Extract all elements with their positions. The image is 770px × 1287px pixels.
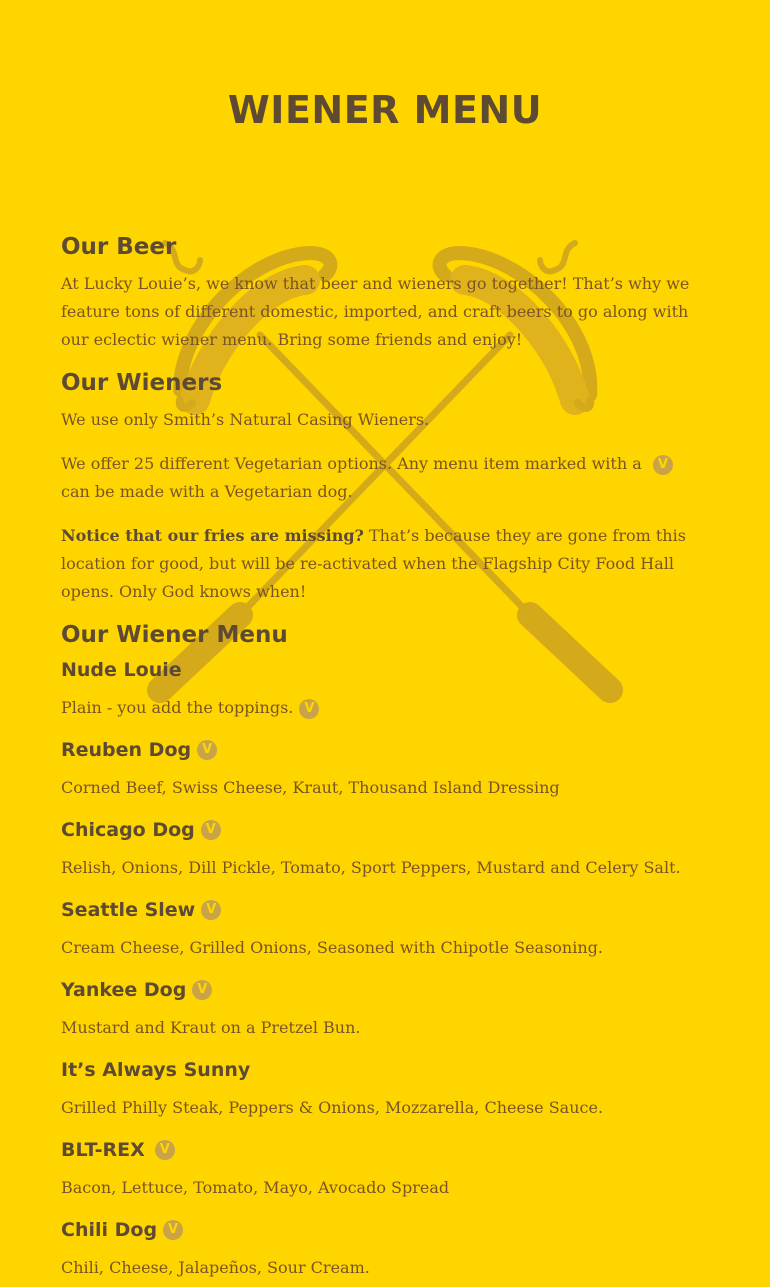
menu-item-name-text: Nude Louie	[61, 659, 182, 681]
vegetarian-badge-icon: V	[201, 820, 221, 840]
vegetarian-options-text	[61, 450, 711, 506]
menu-item-name-text: Chili Dog	[61, 1219, 158, 1241]
menu-item	[61, 736, 711, 802]
menu-item	[61, 1216, 711, 1282]
menu-item-name-text: Yankee Dog	[61, 979, 187, 1001]
vegetarian-badge-icon: V	[192, 980, 212, 1000]
vegetarian-badge-icon: V	[155, 1140, 175, 1160]
menu-item-description: Grilled Philly Steak, Peppers & Onions, Mozzarella, Cheese Sauce.	[61, 1098, 604, 1117]
menu-item-name-text: Chicago Dog	[61, 819, 195, 841]
menu-item-name	[61, 896, 711, 924]
vegetarian-badge-icon: V	[197, 740, 217, 760]
section-heading-menu: Our Wiener Menu	[61, 622, 288, 648]
wieners-casing-text: We use only Smith’s Natural Casing Wieners.	[61, 410, 430, 429]
menu-item-name	[61, 816, 711, 844]
fries-notice-bold: Notice that our fries are missing?	[61, 526, 364, 545]
page-title: WIENER MENU	[227, 88, 543, 132]
section-heading-wieners: Our Wieners	[61, 370, 223, 396]
menu-item-name	[61, 1056, 711, 1084]
vegetarian-text-before: We offer 25 different Vegetarian options. Any menu item marked with a	[61, 454, 642, 473]
menu-item-description: Bacon, Lettuce, Tomato, Mayo, Avocado Spread	[61, 1178, 450, 1197]
menu-item-description: Mustard and Kraut on a Pretzel Bun.	[61, 1018, 361, 1037]
menu-item-name	[61, 1216, 711, 1244]
menu-item-name-text: BLT-REX	[61, 1139, 145, 1161]
menu-item	[61, 1056, 711, 1122]
menu-item	[61, 656, 711, 722]
fries-notice-rest: That’s because they are gone from this location for good, but will be re-activated when the Flagship City Food Hall opens. Only God knows when!	[61, 526, 686, 601]
menu-item-description: Relish, Onions, Dill Pickle, Tomato, Sport Peppers, Mustard and Celery Salt.	[61, 858, 681, 877]
vegetarian-text-after: can be made with a Vegetarian dog.	[61, 482, 353, 501]
menu-item-name-text: It’s Always Sunny	[61, 1059, 251, 1081]
menu-item	[61, 976, 711, 1042]
vegetarian-badge-icon: V	[201, 900, 221, 920]
menu-content	[61, 230, 711, 1287]
menu-item-description	[61, 694, 711, 722]
beer-description: At Lucky Louie’s, we know that beer and wieners go together! That’s why we feature tons of different domestic, imported, and craft beers to go along with our eclectic wiener menu. Bring some friends and enjoy!	[61, 274, 690, 349]
menu-item-description: Corned Beef, Swiss Cheese, Kraut, Thousand Island Dressing	[61, 778, 560, 797]
menu-item-description: Cream Cheese, Grilled Onions, Seasoned with Chipotle Seasoning.	[61, 938, 603, 957]
menu-item-description-text: Plain - you add the toppings.	[61, 698, 294, 717]
vegetarian-badge-icon: V	[299, 699, 319, 719]
menu-item-name	[61, 736, 711, 764]
menu-item-name	[61, 1136, 711, 1164]
section-heading-beer: Our Beer	[61, 234, 177, 260]
vegetarian-badge-icon: V	[653, 455, 673, 475]
menu-item-name	[61, 976, 711, 1004]
menu-item-name-text: Reuben Dog	[61, 739, 192, 761]
menu-item-name	[61, 656, 711, 684]
menu-item	[61, 816, 711, 882]
menu-item-name-text: Seattle Slew	[61, 899, 196, 921]
vegetarian-badge-icon: V	[163, 1220, 183, 1240]
menu-item-list	[61, 656, 711, 1282]
menu-item	[61, 1136, 711, 1202]
menu-item-description: Chili, Cheese, Jalapeños, Sour Cream.	[61, 1258, 370, 1277]
fries-notice-text	[61, 522, 711, 606]
menu-item	[61, 896, 711, 962]
